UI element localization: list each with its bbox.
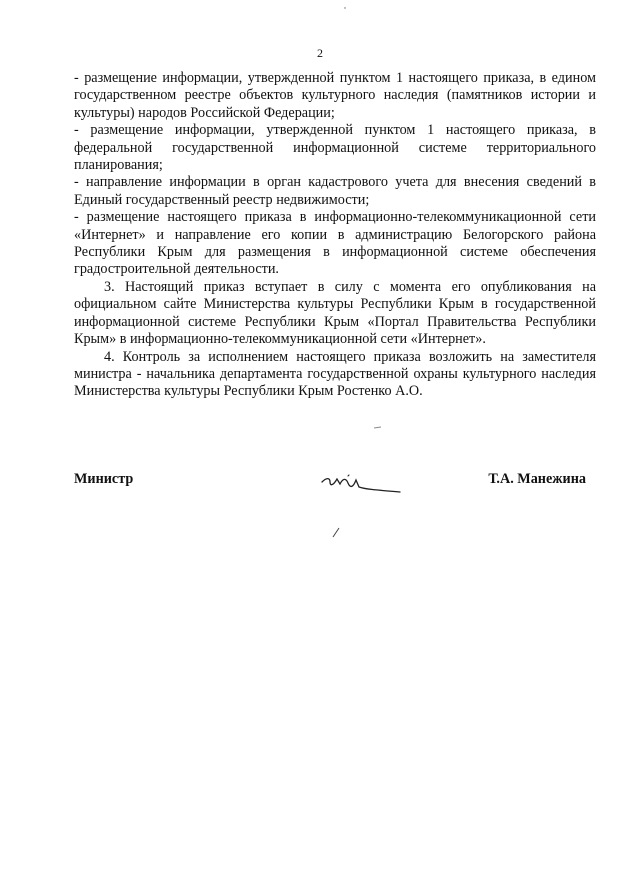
paragraph-planning-system: - размещение информации, утвержденной пунктом 1 настоящего приказа, в федеральной государственной информационной системе территориального планирования; xyxy=(74,122,596,174)
handwritten-signature xyxy=(318,466,402,496)
page-number: 2 xyxy=(317,46,323,60)
scan-mark-top xyxy=(343,6,347,10)
paragraph-item-4: 4. Контроль за исполнением настоящего приказа возложить на заместителя министра - начальника департамента государственной охраны культурного наследия Министерства культуры Республики Крым Ростенко А.О. xyxy=(74,348,596,400)
signatory-name: Т.А. Манежина xyxy=(488,471,586,487)
paragraph-publication: - размещение настоящего приказа в информационно-телекоммуникационной сети «Интернет» и направление его копии в администрацию Белогорского района Республики Крым для размещения в информационной системе обеспечения градостроительной деятельности. xyxy=(74,209,596,278)
scan-mark-middle xyxy=(373,425,383,430)
paragraph-item-3: 3. Настоящий приказ вступает в силу с момента его опубликования на официальном сайте Министерства культуры Республики Крым в государственной информационной системе Республики Крым «Портал Правительства Республики Крым» в информационно-телекоммуникационной сети «Интернет». xyxy=(74,278,596,348)
paragraph-cadastral: - направление информации в орган кадастрового учета для внесения сведений в Единый государственный реестр недвижимости; xyxy=(74,174,596,208)
paragraph-registry: - размещение информации, утвержденной пунктом 1 настоящего приказа, в едином государственном реестре объектов культурного наследия (памятников истории и культуры) народов Российской Федерации; xyxy=(74,70,596,121)
signatory-title: Министр xyxy=(74,471,134,487)
scan-mark-lower xyxy=(331,526,341,538)
document-body xyxy=(74,70,596,401)
